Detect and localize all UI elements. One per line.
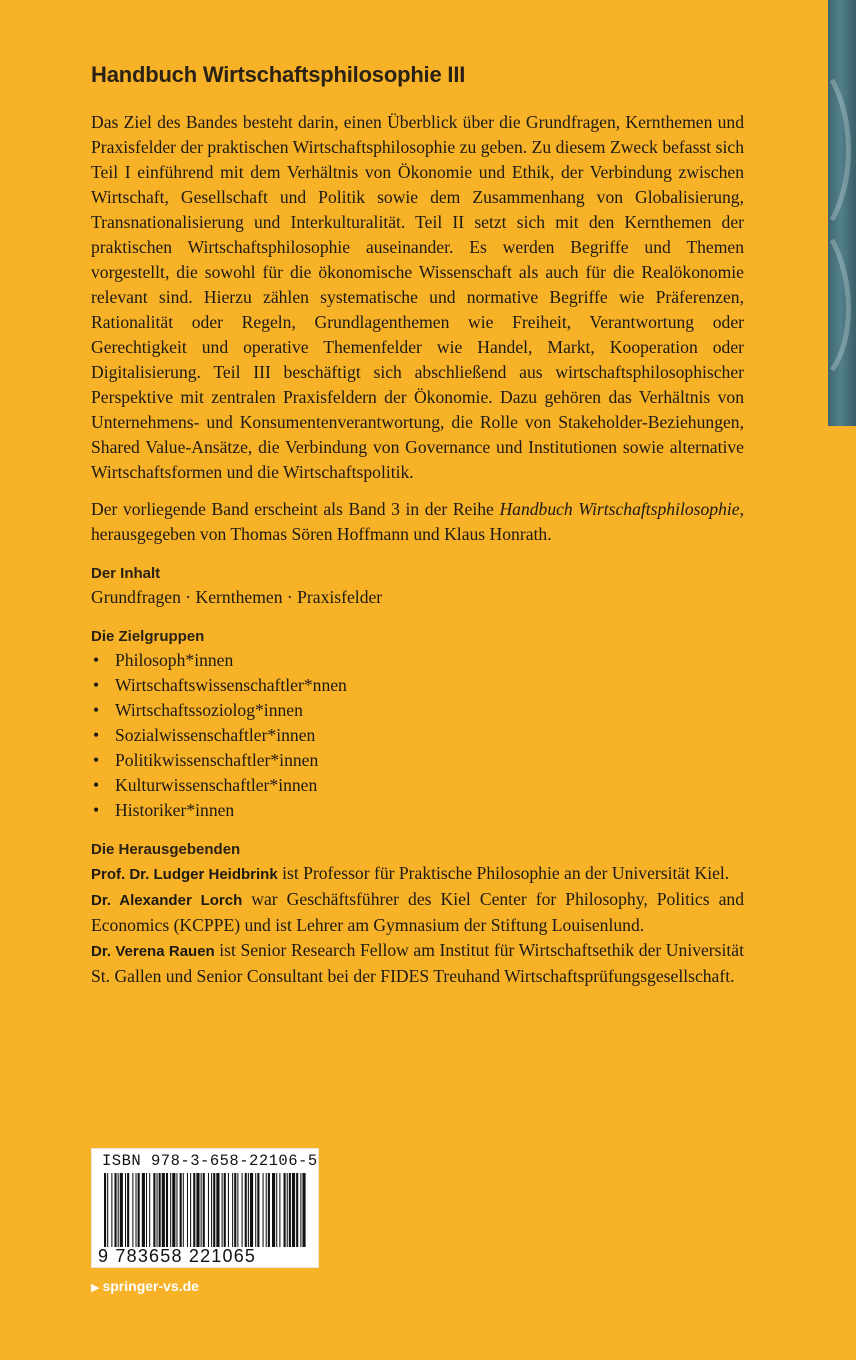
barcode-digits: 9 783658 221065: [98, 1246, 257, 1266]
website-url: springer-vs.de: [102, 1278, 199, 1294]
back-cover-content: [91, 62, 744, 989]
editor-name: Prof. Dr. Ludger Heidbrink: [91, 866, 278, 883]
editor-bio: [91, 887, 744, 938]
list-item: • Sozialwissenschaftler*innen: [91, 723, 744, 748]
book-title: Handbuch Wirtschaftsphilosophie III: [91, 62, 466, 87]
list-item: • Wirtschaftssoziolog*innen: [91, 698, 744, 723]
contents-text: Grundfragen · Kernthemen · Praxisfelder: [91, 587, 383, 607]
editor-bio: [91, 861, 744, 887]
list-item: • Wirtschaftswissenschaftler*nnen: [91, 673, 744, 698]
editors-heading: Die Herausgebenden: [91, 841, 241, 858]
barcode-bars: [102, 1173, 310, 1247]
series-text-before: Der vorliegende Band erscheint als Band 3 in der Reihe: [91, 499, 500, 519]
list-item: • Politikwissenschaftler*innen: [91, 748, 744, 773]
list-item: • Historiker*innen: [91, 798, 744, 823]
isbn-label: ISBN 978-3-658-22106-5: [102, 1152, 318, 1170]
editor-name: Dr. Verena Rauen: [91, 943, 215, 960]
editor-description: ist Professor für Praktische Philosophie an der Universität Kiel.: [277, 863, 730, 883]
series-title: Handbuch Wirtschaftsphilosophie: [499, 499, 740, 519]
series-paragraph: [91, 497, 744, 547]
target-groups-list: [91, 648, 744, 823]
play-arrow-icon: ▶: [91, 1282, 100, 1294]
target-groups-heading: Die Zielgruppen: [91, 628, 205, 645]
intro-paragraph: Das Ziel des Bandes besteht darin, einen Überblick über die Grundfragen, Kernthemen und Praxisfelder der praktischen Wirtschaftsphilosophie zu geben. Zu diesem Zweck befasst sich Teil I einführend mit dem Verhältnis von Ökonomie und Ethik, der Verbindung zwischen Wirtschaft, Gesellschaft und Politik sowie dem Zusammenhang von Globalisierung, Transnationalisierung und Interkulturalität. Teil II setzt sich mit den Kernthemen der praktischen Wirtschaftsphilosophie auseinander. Es werden Begriffe und Themen vorgestellt, die sowohl für die ökonomische Wissenschaft als auch für die Realökonomie relevant sind. Hierzu zählen systematische und normative Begriffe wie Präferenzen, Rationalität oder Regeln, Grundlagenthemen wie Freiheit, Verantwortung oder Gerechtigkeit und operative Themenfelder wie Handel, Markt, Kooperation oder Digitalisierung. Teil III beschäftigt sich abschließend aus wirtschaftsphilosophischer Perspektive mit zentralen Praxisfeldern der Ökonomie. Dazu gehören das Verhältnis von Unternehmens- und Konsumentenverantwortung, die Rolle von Stakeholder-Beziehungen, Shared Value-Ansätze, die Verbindung von Governance und Institutionen sowie alternative Wirtschaftsformen und die Wirtschaftspolitik.: [91, 112, 744, 482]
editor-description: war Geschäftsführer des Kiel Center for Philosophy, Politics and Economics (KCPPE) und ist Lehrer am Gymnasium der Stiftung Louisenlund.: [91, 889, 744, 935]
spine-stripe: [828, 0, 856, 426]
editor-name: Dr. Alexander Lorch: [91, 892, 243, 909]
isbn-barcode: [91, 1148, 319, 1268]
list-item: • Philosoph*innen: [91, 648, 744, 673]
editor-bio: [91, 938, 744, 989]
list-item: • Kulturwissenschaftler*innen: [91, 773, 744, 798]
publisher-website[interactable]: [91, 1278, 199, 1294]
series-text-after: , herausgegeben von Thomas Sören Hoffmann und Klaus Honrath.: [91, 499, 744, 544]
contents-heading: Der Inhalt: [91, 565, 161, 582]
editor-description: ist Senior Research Fellow am Institut für Wirtschaftsethik der Universität St. Gallen und Senior Consultant bei der FIDES Treuhand Wirtschaftsprüfungsgesellschaft.: [91, 940, 744, 986]
spine-decoration: [828, 60, 856, 380]
